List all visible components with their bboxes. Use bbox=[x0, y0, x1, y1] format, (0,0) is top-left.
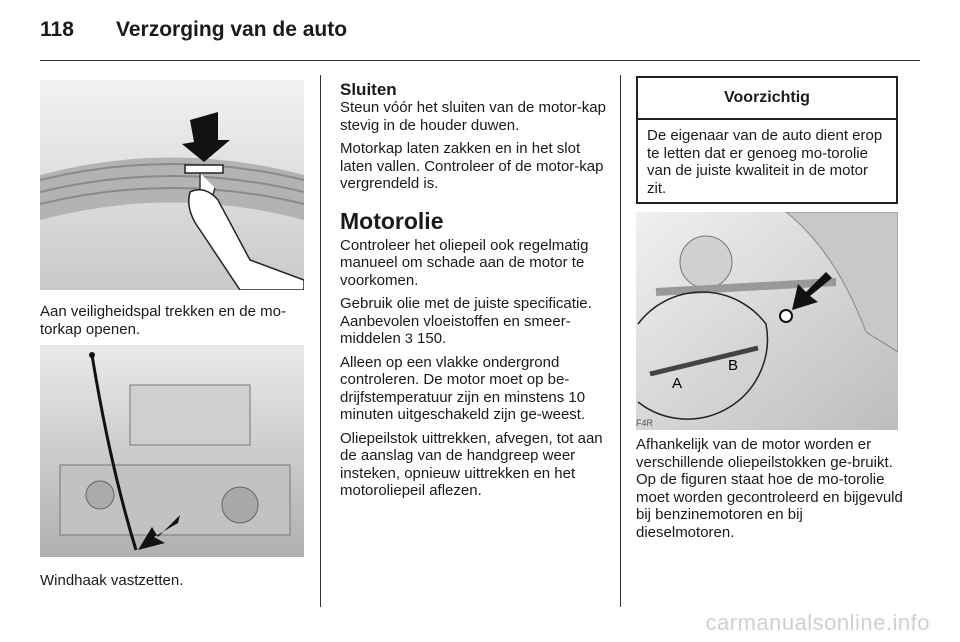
watermark: carmanualsonline.info bbox=[705, 610, 930, 635]
closing-paragraph-2: Motorkap laten zakken en in het slot laten vallen. Controleer of de motor-kap vergrendeld is. bbox=[340, 140, 604, 192]
page-reference-icon: 3 bbox=[405, 330, 413, 346]
page-number: 118 bbox=[40, 18, 74, 41]
right-column-text bbox=[636, 436, 904, 547]
figure-label-b: B bbox=[728, 357, 739, 374]
caution-title: Voorzichtig bbox=[638, 78, 896, 120]
figure2-caption: Windhaak vastzetten. bbox=[40, 572, 184, 589]
section-heading: Motorolie bbox=[340, 207, 444, 234]
figure-label-a: A bbox=[672, 375, 683, 392]
page-title: Verzorging van de auto bbox=[116, 18, 348, 41]
oil-paragraph-2-text: Gebruik olie met de juiste specificatie. Aanbevolen vloeistoffen en smeer-middelen bbox=[340, 295, 592, 347]
middle-column bbox=[340, 80, 610, 506]
oil-paragraph-4: Oliepeilstok uittrekken, afvegen, tot aan de aanslag van de handgreep weer insteken, opnieuw uittrekken en het motoroliepeil aflezen. bbox=[340, 429, 603, 499]
oil-paragraph-3: Alleen op een vlakke ondergrond controleren. De motor moet op be-drijfstemperatuur zijn en minstens 10 minuten uitgeschakeld zijn ge-weest. bbox=[340, 353, 586, 423]
figure1-caption: Aan veiligheidspal trekken en de mo-torkap openen. bbox=[40, 303, 286, 338]
closing-paragraph-1: Steun vóór het sluiten van de motor-kap stevig in de houder duwen. bbox=[340, 99, 606, 134]
oil-paragraph-1: Controleer het oliepeil ook regelmatig manueel om schade aan de motor te voorkomen. bbox=[340, 236, 589, 289]
hood-release-figure bbox=[40, 80, 304, 290]
oil-paragraph-2 bbox=[340, 295, 610, 348]
header-divider bbox=[40, 60, 920, 61]
dipstick-figure bbox=[636, 212, 898, 430]
hood-prop-figure bbox=[40, 345, 304, 557]
caution-box bbox=[636, 76, 898, 204]
dipstick-paragraph: Afhankelijk van de motor worden er verschillende oliepeilstokken ge-bruikt. Op de figuren staat hoe de mo-torolie moet worden gecontroleerd en bijgevuld bij benzinemotoren en bij dieselmotoren. bbox=[636, 436, 903, 541]
column-divider-2 bbox=[620, 75, 621, 607]
closing-subheading: Sluiten bbox=[340, 80, 397, 99]
column-divider-1 bbox=[320, 75, 321, 607]
caution-text: De eigenaar van de auto dient erop te letten dat er genoeg mo-torolie van de juiste kwaliteit in de motor zit. bbox=[647, 127, 883, 197]
page-header bbox=[40, 18, 920, 48]
figure-code: F4R bbox=[636, 418, 654, 428]
oil-paragraph-2-page: 150. bbox=[412, 330, 447, 347]
